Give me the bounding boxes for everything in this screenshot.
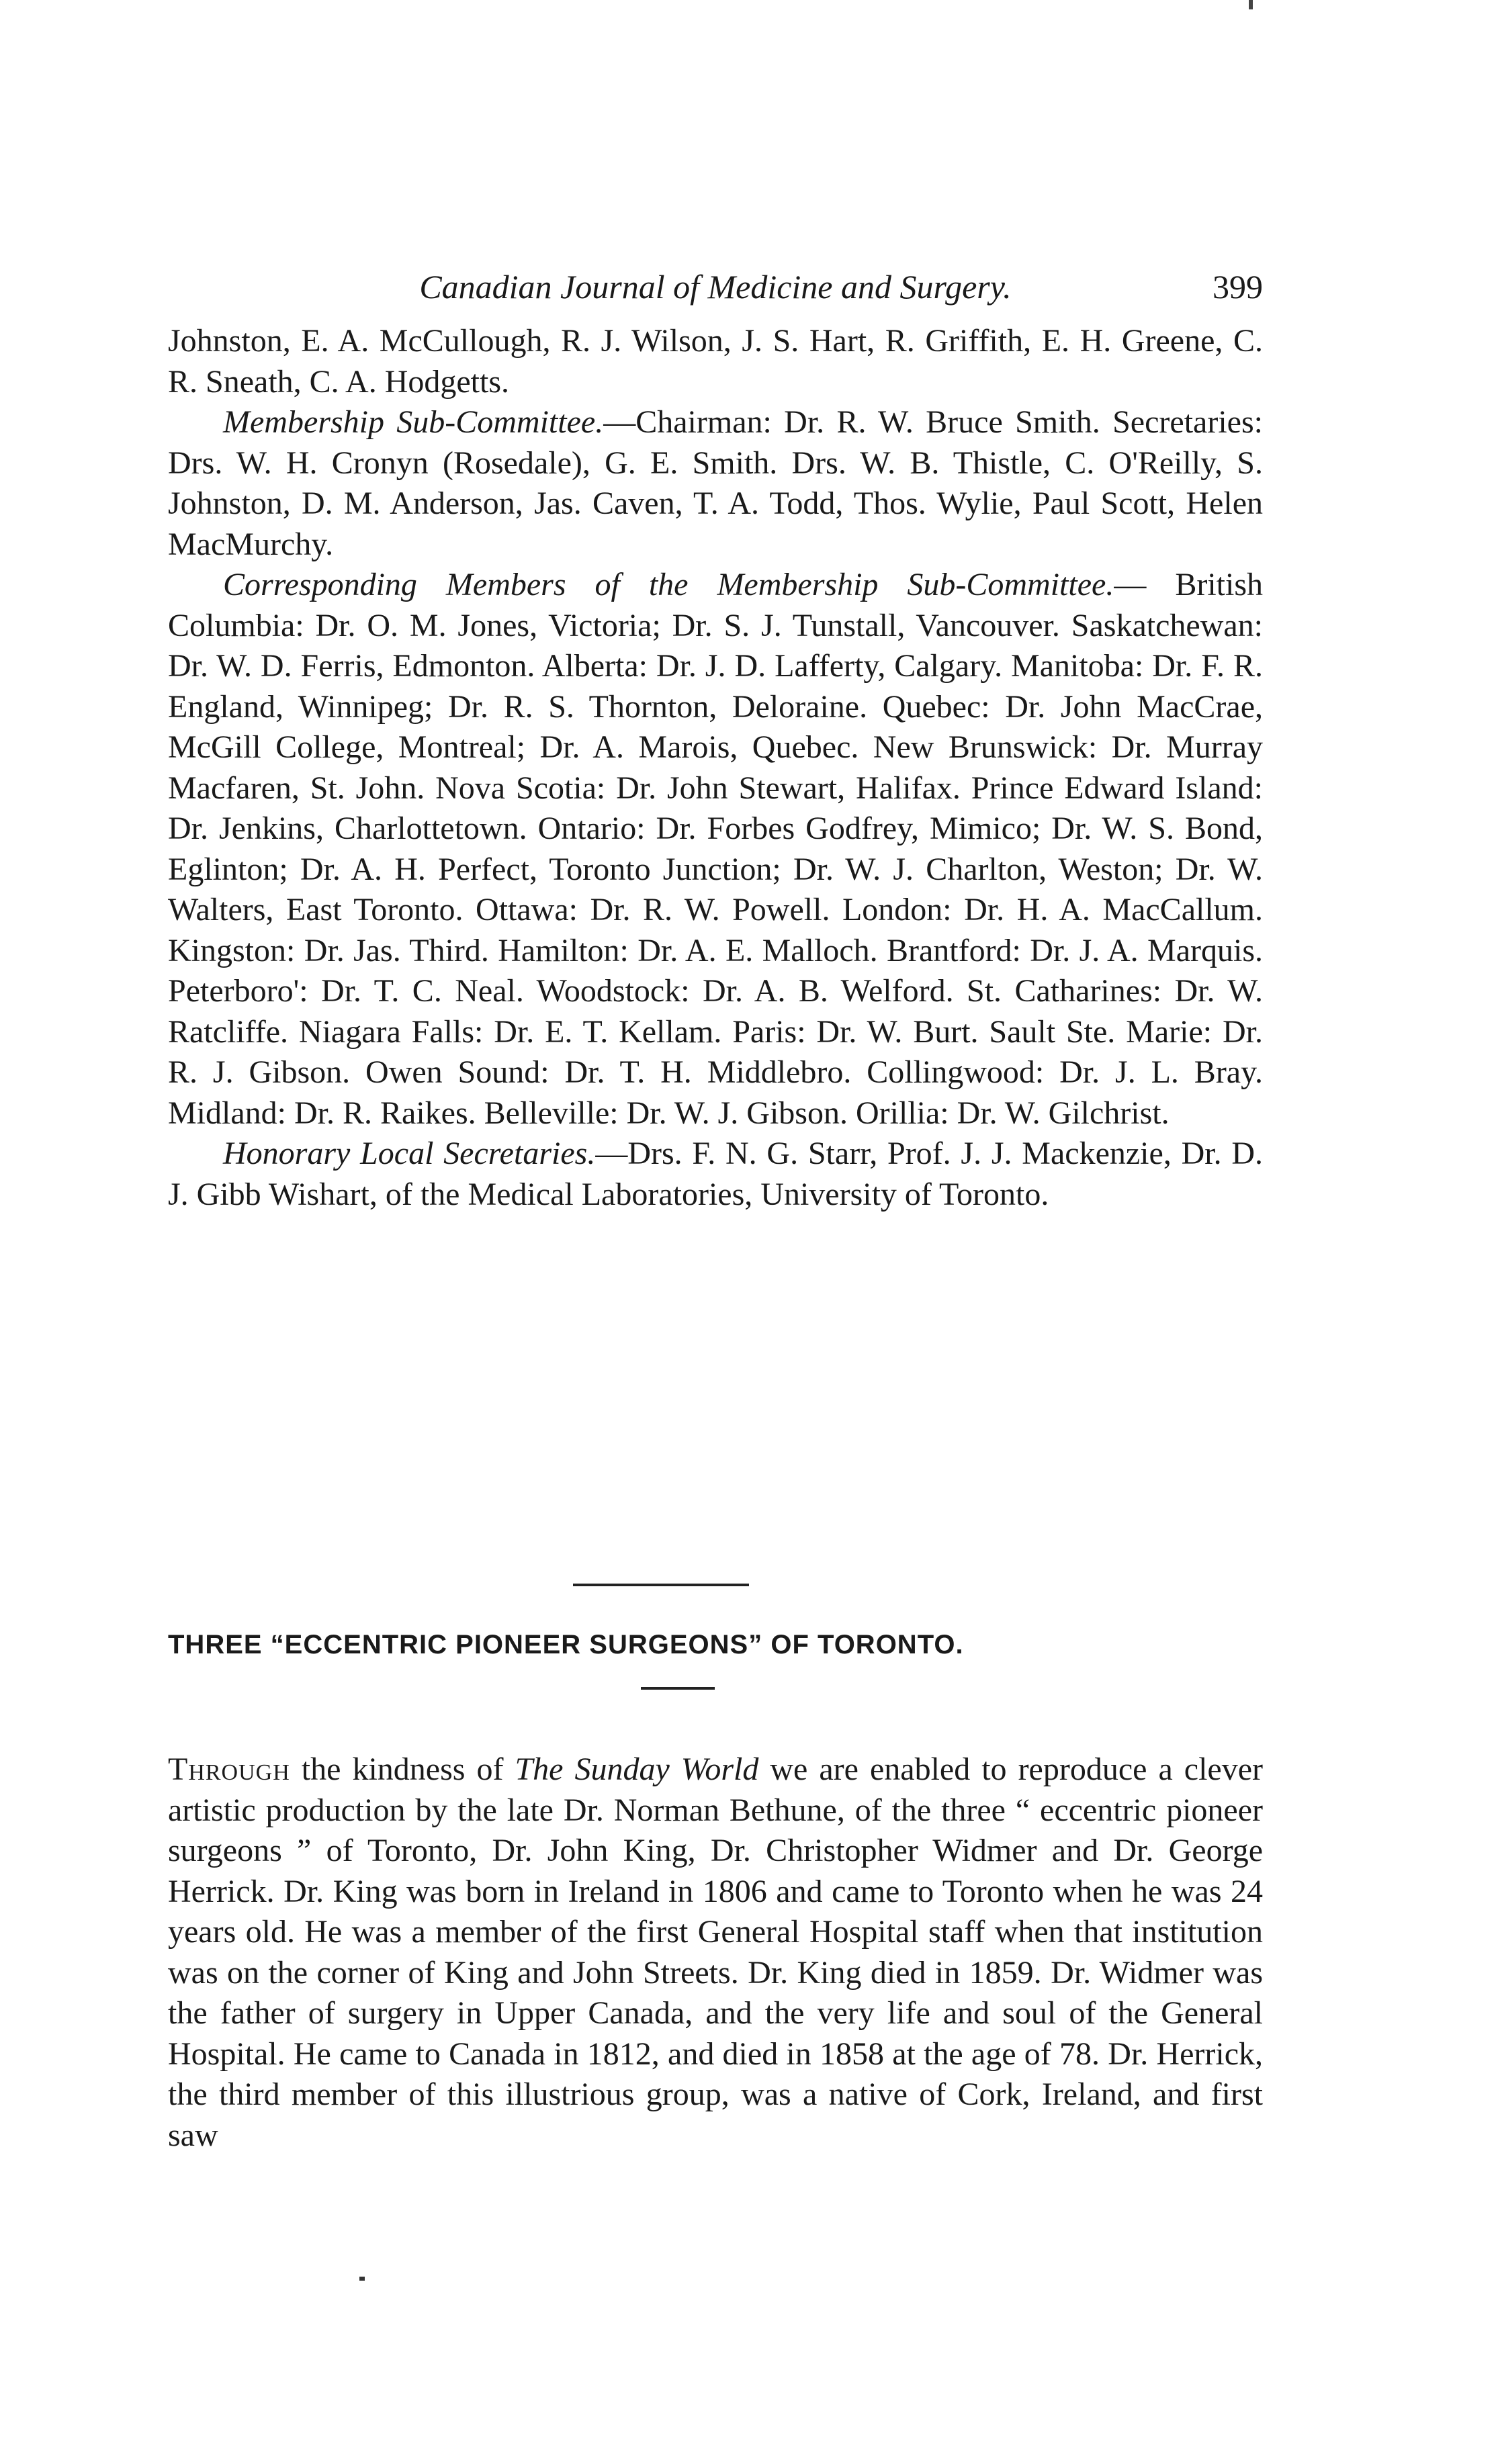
honorary-text: —Drs. F. N. G. Starr, Prof. J. J. Mackenzie, Dr. D. J. Gibb Wishart, of the Medical Laboratories, University of Toronto.: [168, 1136, 1263, 1212]
membership-paragraph: [168, 402, 1263, 565]
publication-name: The Sunday World: [515, 1751, 759, 1787]
running-head: [168, 263, 1263, 310]
print-speck-bottom: [359, 2277, 365, 2281]
article-heading: THREE “ECCENTRIC PIONEER SURGEONS” OF TORONTO.: [168, 1630, 964, 1659]
honorary-heading: Honorary Local Secretaries.: [223, 1136, 596, 1171]
article-body: [168, 1749, 1263, 2156]
honorary-paragraph: [168, 1134, 1263, 1215]
committee-listing: [168, 321, 1263, 1215]
membership-heading: Membership Sub-Committee.: [223, 404, 604, 440]
page-number: 399: [1213, 268, 1263, 306]
section-divider-rule: [573, 1584, 749, 1586]
print-speck-top: [1249, 0, 1253, 9]
heading-underline-rule: [641, 1687, 715, 1690]
membership-text: —Chairman: Dr. R. W. Bruce Smith. Secretaries: Drs. W. H. Cronyn (Rosedale), G. E. Smith. Drs. W. B. Thistle, C. O'Reilly, S. Johnston, D. M. Anderson, Jas. Caven, T. A. Todd, Thos. Wylie, Paul Scott, Helen MacMurchy.: [168, 404, 1263, 562]
article-lead-word: Through: [168, 1751, 290, 1787]
article-text-before-title: the kindness of: [290, 1751, 515, 1787]
running-title: Canadian Journal of Medicine and Surgery.: [419, 268, 1012, 306]
journal-page: [168, 0, 1263, 2464]
committee-continuation: Johnston, E. A. McCullough, R. J. Wilson, J. S. Hart, R. Griffith, E. H. Greene, C. R. Sneath, C. A. Hodgetts.: [168, 323, 1263, 400]
corresponding-paragraph: [168, 565, 1263, 1134]
corresponding-heading: Corresponding Members of the Membership Sub-Committee.: [223, 567, 1114, 602]
corresponding-text: — British Columbia: Dr. O. M. Jones, Victoria; Dr. S. J. Tunstall, Vancouver. Saskatchewan: Dr. W. D. Ferris, Edmonton. Alberta: Dr. J. D. Lafferty, Calgary. Manitoba: Dr. F. R. England, Winnipeg; Dr. R. S. Thornton, Deloraine. Quebec: Dr. John MacCrae, McGill College, Montreal; Dr. A. Marois, Quebec. New Brunswick: Dr. Murray Macfaren, St. John. Nova Scotia: Dr. John Stewart, Halifax. Prince Edward Island: Dr. Jenkins, Charlottetown. Ontario: Dr. Forbes Godfrey, Mimico; Dr. W. S. Bond, Eglinton; Dr. A. H. Perfect, Toronto Junction; Dr. W. J. Charlton, Weston; Dr. W. Walters, East Toronto. Ottawa: Dr. R. W. Powell. London: Dr. H. A. MacCallum. Kingston: Dr. Jas. Third. Hamilton: Dr. A. E. Malloch. Brantford: Dr. J. A. Marquis. Peterboro': Dr. T. C. Neal. Woodstock: Dr. A. B. Welford. St. Catharines: Dr. W. Ratcliffe. Niagara Falls: Dr. E. T. Kellam. Paris: Dr. W. Burt. Sault Ste. Marie: Dr. R. J. Gibson. Owen Sound: Dr. T. H. Middlebro. Collingwood: Dr. J. L. Bray. Midland: Dr. R. Raikes. Belleville: Dr. W. J. Gibson. Orillia: Dr. W. Gilchrist.: [168, 567, 1263, 1131]
article-text-after-title: we are enabled to reproduce a clever artistic production by the late Dr. Norman Bethune, of the three “ eccentric pioneer surgeons ” of Toronto, Dr. John King, Dr. Christopher Widmer and Dr. George Herrick. Dr. King was born in Ireland in 1806 and came to Toronto when he was 24 years old. He was a member of the first General Hospital staff when that institution was on the corner of King and John Streets. Dr. King died in 1859. Dr. Widmer was the father of surgery in Upper Canada, and the very life and soul of the General Hospital. He came to Canada in 1812, and died in 1858 at the age of 78. Dr. Herrick, the third member of this illustrious group, was a native of Cork, Ireland, and first saw: [168, 1751, 1264, 2153]
article-paragraph: [168, 1749, 1263, 2156]
